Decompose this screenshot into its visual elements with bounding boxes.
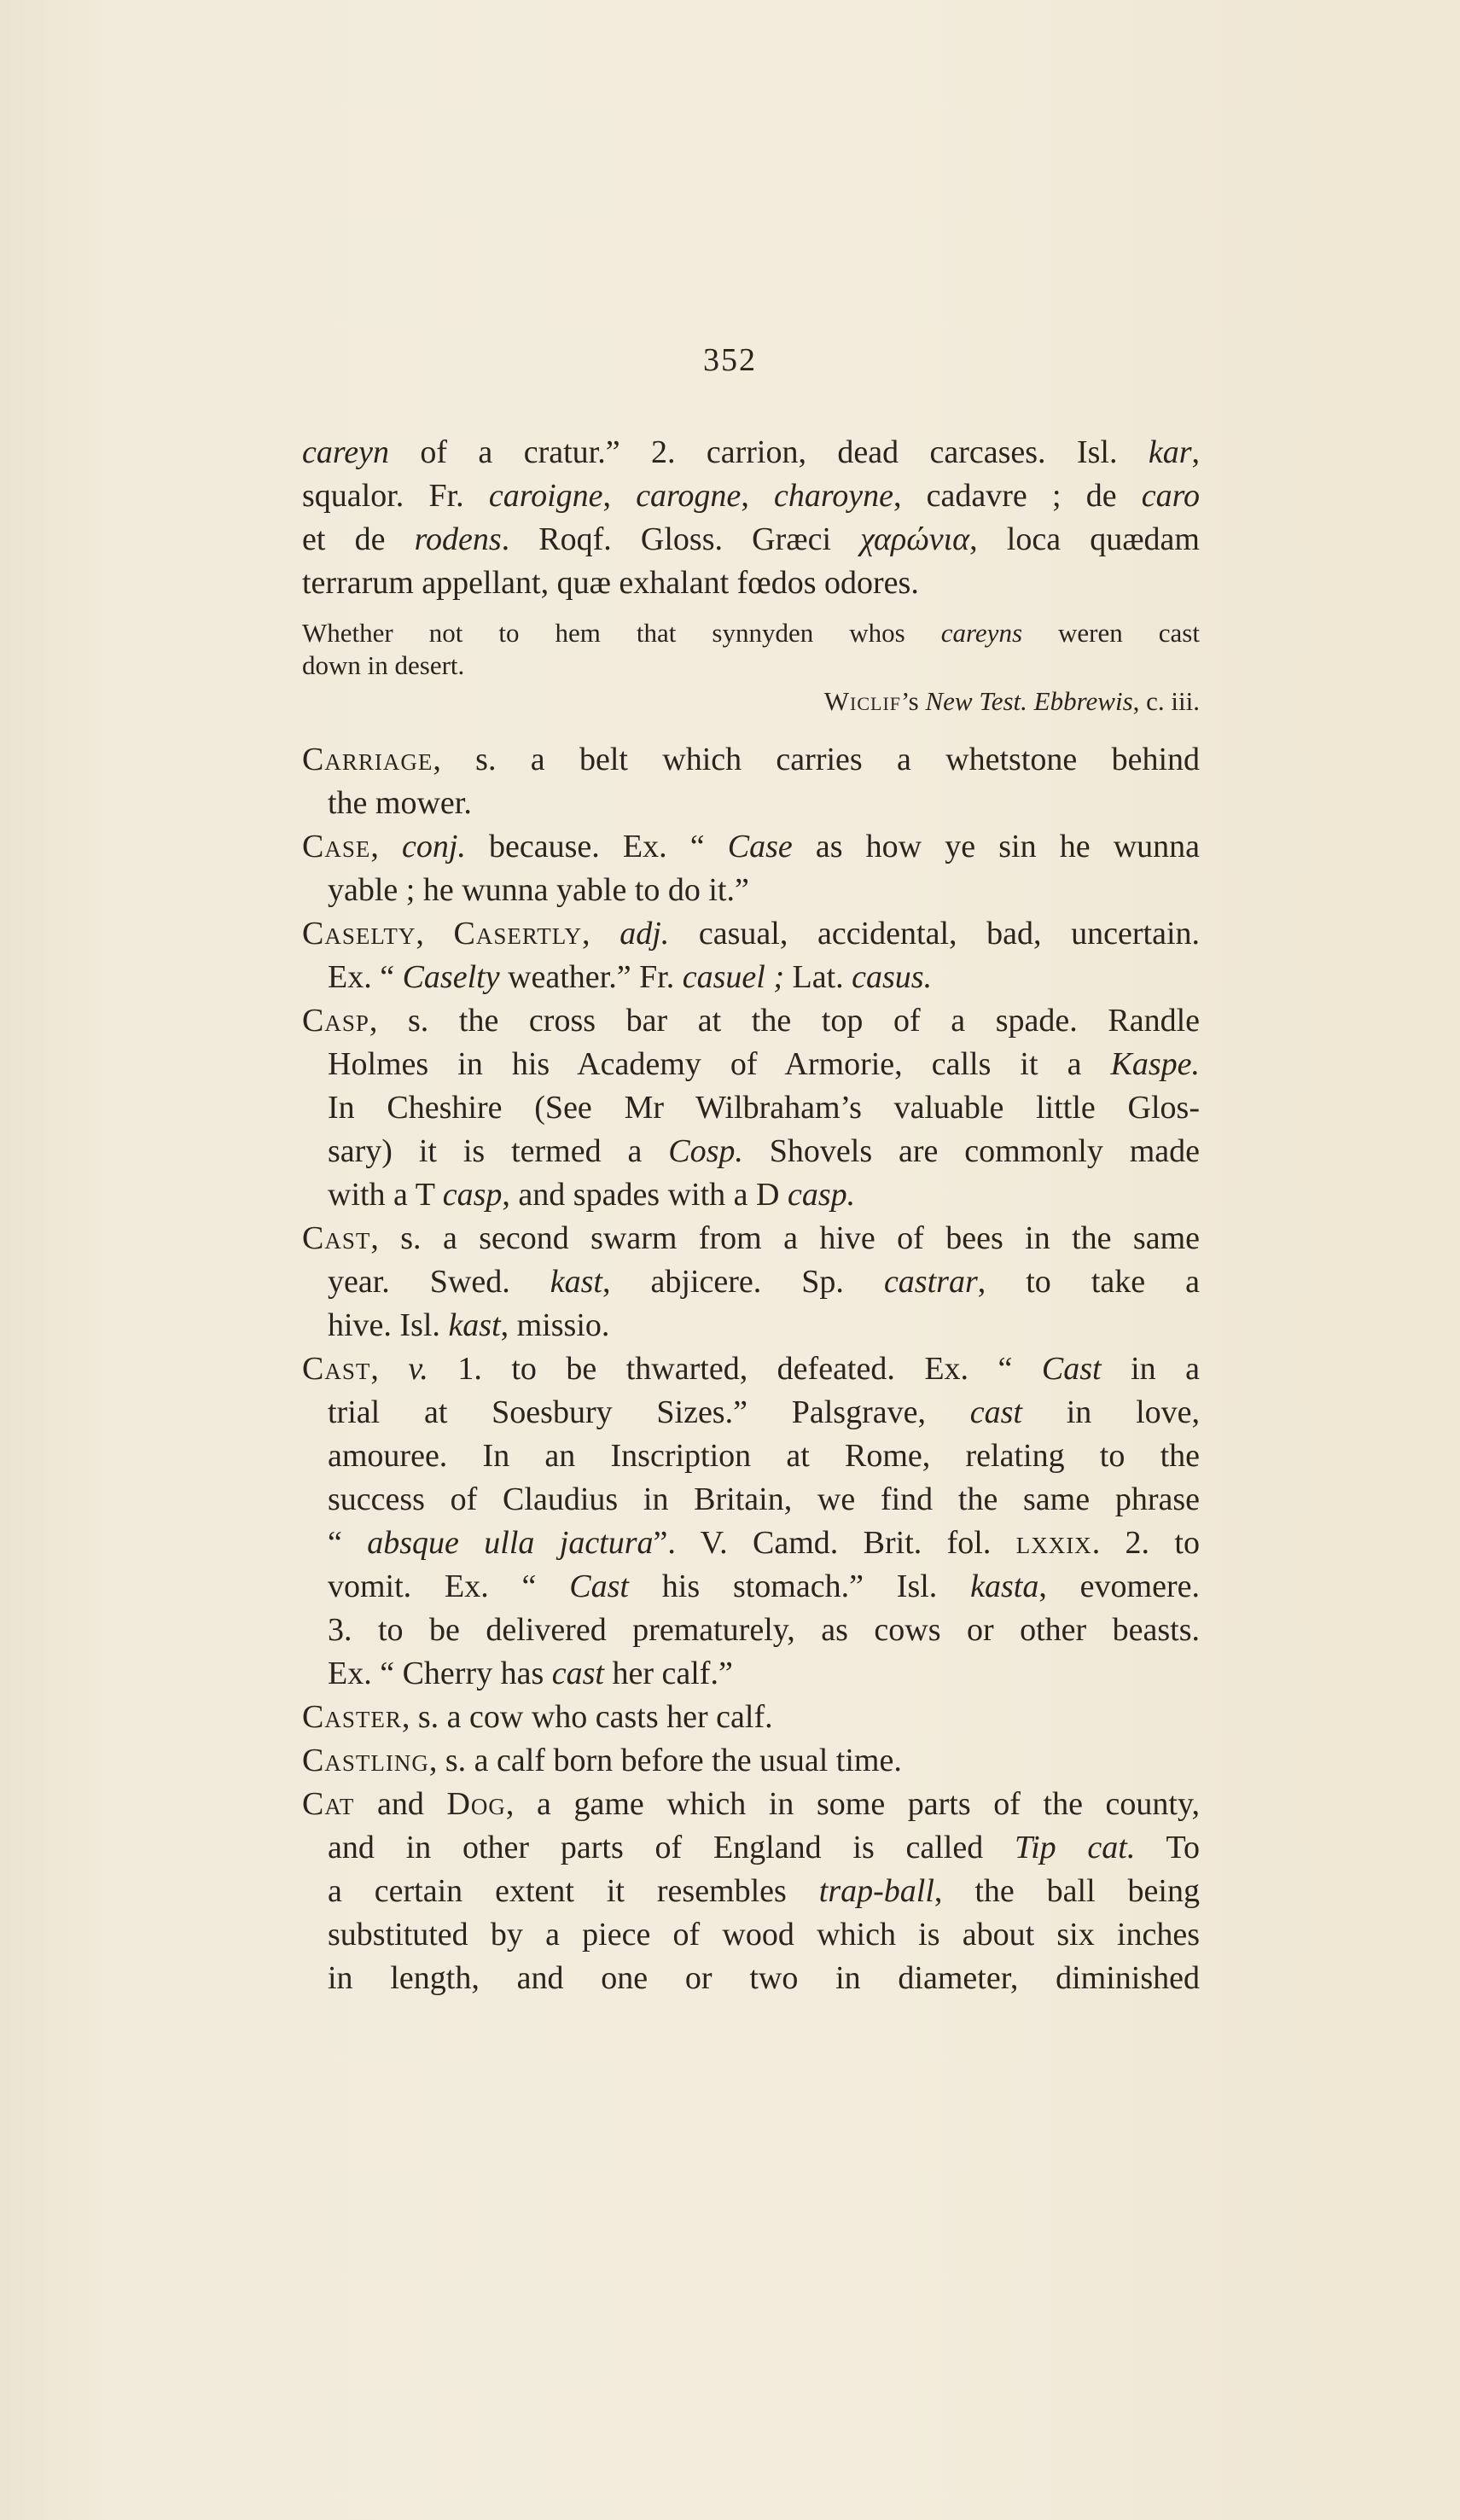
text-run: weren cast [1022,618,1200,648]
text-run: in a [1101,1351,1200,1387]
entry-caster [302,1696,1200,1739]
text-run: squalor. Fr. [302,478,489,514]
text-run: ’s [901,686,926,716]
text-line [302,1739,1200,1783]
text-run: yable ; he wunna yable to do it.” [328,872,749,908]
page-number: 352 [703,342,757,378]
italic-word: charoyne [774,478,893,514]
italic-word: Case [727,829,793,864]
text-run: , [741,478,774,514]
text-line [302,1652,1200,1696]
text-run: , s. a second swarm from a hive of bees in the same [370,1220,1200,1256]
headword: Casertly [453,916,583,952]
text-run: Whether not to hem that synnyden whos [302,618,941,648]
text-run: sary) it is termed a [328,1133,669,1169]
text-line [302,1260,1200,1304]
text-run: in love, [1021,1394,1200,1430]
text-run: . 2. to [1091,1525,1200,1561]
text-run: , cadavre ; de [893,478,1142,514]
text-line [302,1391,1200,1435]
entry-cast-noun [302,1217,1200,1347]
italic-word: kast [448,1307,501,1343]
italic-word: Tip cat. [1015,1830,1136,1865]
text-run: , [370,1351,409,1387]
text-run: , abjicere. Sp. [602,1264,884,1300]
text-run: , [602,478,637,514]
text-line [302,1217,1200,1260]
text-run: weather.” Fr. [499,959,683,995]
text-run: , s. a calf born before the usual time. [428,1743,902,1778]
text-line [302,1783,1200,1826]
text-run: amouree. In an Inscription at Rome, relating to the [328,1438,1200,1474]
text-run: and in other parts of England is called [328,1830,1015,1865]
text-run: , [370,829,402,864]
italic-word: Cast [1041,1351,1102,1387]
entry-case [302,825,1200,912]
text-run: as how ye sin he wunna [792,829,1200,864]
text-run: ”. V. Camd. Brit. fol. [653,1525,1016,1561]
text-run: , missio. [500,1307,610,1343]
text-line [302,1913,1200,1957]
entry-castling [302,1739,1200,1783]
text-run: her calf.” [603,1656,733,1691]
entry-caselty [302,912,1200,999]
entry-cat-and-dog [302,1783,1200,2000]
text-run: Holmes in his Academy of Armorie, calls it a [328,1046,1111,1082]
part-of-speech: v. [408,1351,428,1387]
text-run: 3. to be delivered prematurely, as cows or other beasts. [328,1612,1200,1648]
italic-word: New Test. [925,686,1027,716]
text-line [302,1130,1200,1173]
text-line [302,562,1200,605]
text-run: Ex. “ [328,959,403,995]
italic-word: kast [550,1264,602,1300]
text-run: trial at Soesbury Sizes.” Palsgrave, [328,1394,970,1430]
text-run: , c. iii. [1132,686,1200,716]
text-line [302,474,1200,518]
headword: Carriage [302,742,433,777]
text-line [302,1609,1200,1652]
text-run: Lat. [784,959,852,995]
text-run: terrarum appellant, quæ exhalant fœdos odores. [302,565,919,601]
text-run: et de [302,521,415,557]
text-run: in length, and one or two in diameter, diminished [328,1960,1200,1996]
text-line [302,1565,1200,1609]
italic-word: casp. [787,1177,856,1213]
italic-word: absque ulla jactura [367,1525,654,1561]
text-line [302,1304,1200,1347]
italic-word: Kaspe. [1110,1046,1200,1082]
italic-word: Caselty [402,959,500,995]
italic-word: Cast [569,1568,629,1604]
text-run: down in desert. [302,650,465,680]
text-run: the mower. [328,785,472,821]
italic-word: rodens [414,521,502,557]
quote-line [302,617,1200,649]
entry-continuation [302,431,1200,605]
text-run: , s. a belt which carries a whetstone behind [433,742,1200,777]
text-run: because. Ex. “ [465,829,728,864]
text-run: substituted by a piece of wood which is about six inches [328,1917,1200,1953]
text-run: , [582,916,620,952]
text-line [302,1870,1200,1913]
text-run: , [1191,434,1200,470]
italic-word: χαρώνια [860,521,970,557]
italic-word: castrar [883,1264,978,1300]
text-line [302,912,1200,956]
quote-attribution [302,682,1200,721]
text-line [302,1826,1200,1870]
text-line [302,1957,1200,2000]
headword: Cat [302,1786,355,1822]
text-line [302,999,1200,1043]
text-line [302,738,1200,782]
italic-word: casus. [852,959,933,995]
text-run: . Roqf. Gloss. Græci [501,521,861,557]
text-line [302,518,1200,562]
italic-word: caro [1141,478,1201,514]
text-run: , s. the cross bar at the top of a spade. Randle [369,1003,1200,1039]
text-line [302,782,1200,825]
headword: Dog [446,1786,506,1822]
text-run: , a game which in some parts of the county, [505,1786,1200,1822]
italic-word: careyn [302,434,389,470]
entry-carriage [302,738,1200,825]
text-run: casual, accidental, bad, uncertain. [669,916,1201,952]
part-of-speech: conj. [401,829,466,864]
text-run: , the ball being [934,1873,1200,1909]
text-run: , [416,916,454,952]
text-run: “ [328,1525,368,1561]
italic-word: kar [1148,434,1192,470]
text-line [302,1696,1200,1739]
text-run: Shovels are commonly made [742,1133,1201,1169]
quotation-block [302,617,1200,721]
headword: Cast [302,1220,371,1256]
text-line [302,1435,1200,1478]
text-line [302,1347,1200,1391]
entry-casp [302,999,1200,1217]
page-body [302,431,1200,2000]
text-line [302,825,1200,869]
headword: Cast [302,1351,371,1387]
text-line [302,1478,1200,1522]
text-line [302,1043,1200,1086]
italic-word: kasta [970,1568,1039,1604]
text-line [302,869,1200,912]
italic-word: Ebbrewis [1033,686,1133,716]
text-run: vomit. Ex. “ [328,1568,570,1604]
text-run: his stomach.” Isl. [628,1568,971,1604]
italic-word: trap-ball [818,1873,934,1909]
headword: Castling [302,1743,429,1778]
text-line [302,1173,1200,1217]
part-of-speech: adj. [619,916,670,952]
italic-word: Cosp. [668,1133,743,1169]
text-run: Ex. “ Cherry has [328,1656,552,1691]
text-run: with a T [328,1177,443,1213]
text-run: hive. Isl. [328,1307,449,1343]
headword: Caselty [302,916,416,952]
text-line [302,1522,1200,1565]
entry-cast-verb [302,1347,1200,1696]
text-run: , to take a [977,1264,1201,1300]
headword: Caster [302,1699,402,1735]
italic-word: cast [551,1656,604,1691]
italic-word: carogne [636,478,742,514]
text-run: , and spades with a D [502,1177,788,1213]
text-run: of a cratur.” 2. carrion, dead carcases. Isl. [388,434,1149,470]
text-run: In Cheshire (See Mr Wilbraham’s valuable little Glos- [328,1090,1200,1126]
text-run: and [354,1786,447,1822]
text-run [1027,686,1034,716]
italic-word: caroigne [488,478,603,514]
italic-word: casuel ; [682,959,785,995]
text-run: year. Swed. [328,1264,550,1300]
quote-line [302,649,1200,682]
italic-word: careyns [940,618,1023,648]
text-run: , s. a cow who casts her calf. [401,1699,773,1735]
text-line [302,431,1200,474]
text-run: , loca quædam [969,521,1200,557]
text-run: To [1135,1830,1201,1865]
author-name: Wiclif [823,686,902,716]
text-line [302,956,1200,999]
text-run: success of Claudius in Britain, we find the same phrase [328,1481,1200,1517]
text-run: a certain extent it resembles [328,1873,819,1909]
text-run: 1. to be thwarted, defeated. Ex. “ [428,1351,1042,1387]
italic-word: casp [442,1177,503,1213]
text-line [302,1086,1200,1130]
headword: Casp [302,1003,369,1039]
italic-word: cast [969,1394,1022,1430]
roman-numeral: lxxix [1015,1525,1092,1561]
text-run: , evomere. [1038,1568,1200,1604]
headword: Case [302,829,371,864]
